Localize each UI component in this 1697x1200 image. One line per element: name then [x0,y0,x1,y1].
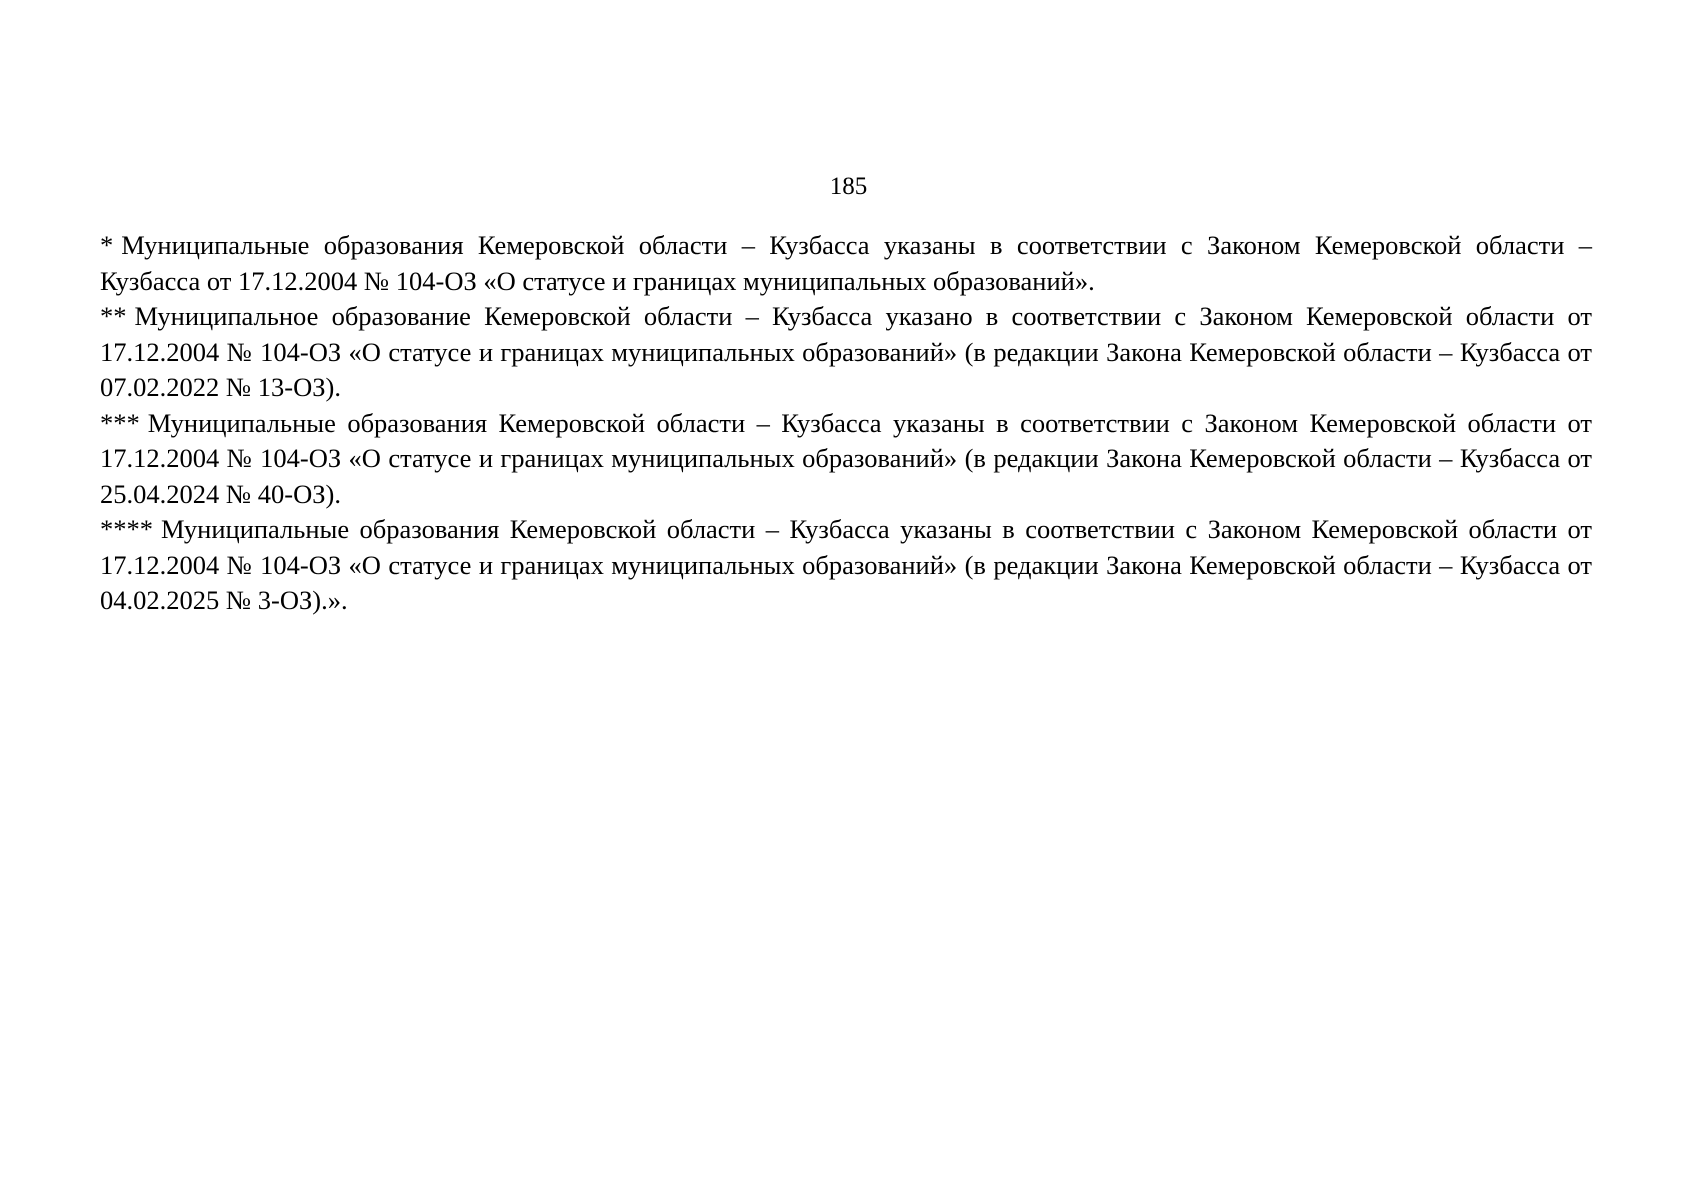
footnote-marker: **** [100,514,153,544]
footnote-marker: * [100,230,114,260]
footnote-text: Муниципальное образование Кемеровской области – Кузбасса указано в соответствии с Законом Кемеровской области от 17.12.2004 № 104-ОЗ «О статусе и границах муниципальных образований» (в редакции Закона Кемеровской области – Кузбасса от 07.02.2022 № 13-ОЗ). [100,301,1592,402]
footnote-text: Муниципальные образования Кемеровской области – Кузбасса указаны в соответствии с Законом Кемеровской области от 17.12.2004 № 104-ОЗ «О статусе и границах муниципальных образований» (в редакции Закона Кемеровской области – Кузбасса от 25.04.2024 № 40-ОЗ). [100,407,1592,509]
footnote-text: Муниципальные образования Кемеровской области – Кузбасса указаны в соответствии с Законом Кемеровской области от 17.12.2004 № 104-ОЗ «О статусе и границах муниципальных образований» (в редакции Закона Кемеровской области – Кузбасса от 04.02.2025 № 3-ОЗ).». [100,514,1592,615]
footnote-3 [100,406,1592,513]
footnote-1 [100,228,1592,299]
footnote-2 [100,299,1592,406]
footnote-marker: *** [100,407,140,438]
page-number: 185 [829,173,868,200]
footnotes-section [100,228,1592,619]
footnote-text: Муниципальные образования Кемеровской области – Кузбасса указаны в соответствии с Законом Кемеровской области – Кузбасса от 17.12.2004 № 104-ОЗ «О статусе и границах муниципальных образований». [100,230,1592,296]
footnote-4 [100,512,1592,619]
footnote-marker: ** [100,301,127,331]
